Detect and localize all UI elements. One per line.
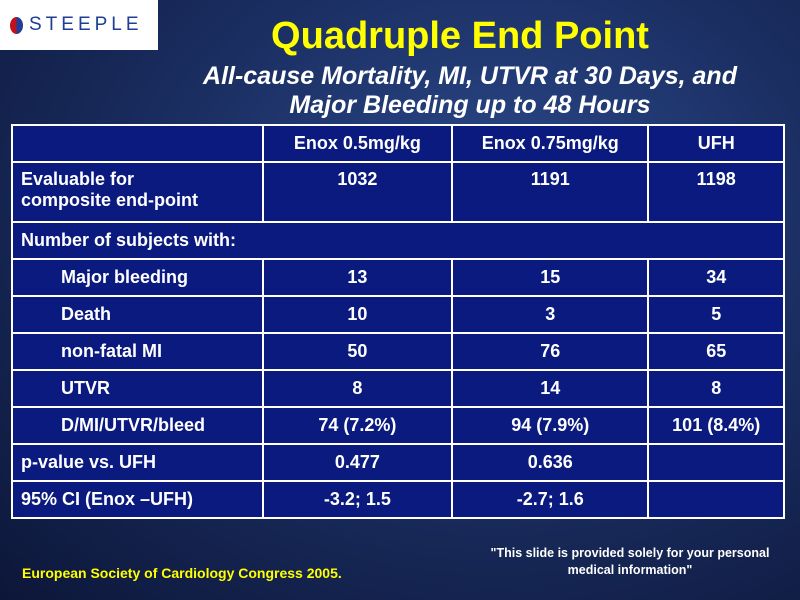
row-label — [12, 162, 263, 222]
cell-enox-05: 13 — [263, 259, 452, 296]
cell-enox-05: 8 — [263, 370, 452, 407]
cell-ufh: 1198 — [648, 162, 784, 222]
table-row-ci — [12, 481, 784, 518]
row-label: UTVR — [12, 370, 263, 407]
cell-enox-05: -3.2; 1.5 — [263, 481, 452, 518]
cell-enox-05: 1032 — [263, 162, 452, 222]
section-label: Number of subjects with: — [12, 222, 784, 259]
subtitle-line-2: Major Bleeding up to 48 Hours — [289, 91, 651, 119]
footer-source: European Society of Cardiology Congress 2005. — [22, 565, 342, 581]
subtitle-line-1: All-cause Mortality, MI, UTVR at 30 Days, and — [203, 62, 737, 90]
cell-enox-075: 15 — [452, 259, 648, 296]
row-label: Death — [12, 296, 263, 333]
cell-ufh — [648, 481, 784, 518]
header-row — [12, 125, 784, 162]
steeple-logo — [0, 0, 158, 50]
table-row — [12, 333, 784, 370]
steeple-logo-icon — [10, 17, 23, 34]
evaluable-label-line-2: composite end-point — [21, 190, 198, 210]
table-row-section — [12, 222, 784, 259]
header-enox-075: Enox 0.75mg/kg — [452, 125, 648, 162]
evaluable-label-line-1: Evaluable for — [21, 169, 135, 189]
cell-ufh: 34 — [648, 259, 784, 296]
table-row — [12, 259, 784, 296]
table-row — [12, 407, 784, 444]
header-ufh: UFH — [648, 125, 784, 162]
results-table — [11, 124, 785, 519]
row-label: non-fatal MI — [12, 333, 263, 370]
table-row-evaluable — [12, 162, 784, 222]
header-cell-empty — [12, 125, 263, 162]
table-row-pvalue — [12, 444, 784, 481]
cell-ufh: 5 — [648, 296, 784, 333]
logo-text: STEEPLE — [29, 14, 143, 35]
cell-enox-075: 94 (7.9%) — [452, 407, 648, 444]
row-label: p-value vs. UFH — [12, 444, 263, 481]
cell-enox-075: 76 — [452, 333, 648, 370]
cell-ufh: 65 — [648, 333, 784, 370]
disclaimer-line-2: medical information" — [567, 563, 693, 577]
cell-enox-075: 14 — [452, 370, 648, 407]
slide-subtitle — [140, 62, 800, 120]
disclaimer-line-1: "This slide is provided solely for your personal — [490, 546, 770, 560]
row-label: 95% CI (Enox –UFH) — [12, 481, 263, 518]
header-enox-05: Enox 0.5mg/kg — [263, 125, 452, 162]
cell-enox-05: 50 — [263, 333, 452, 370]
cell-enox-075: 3 — [452, 296, 648, 333]
row-label: D/MI/UTVR/bleed — [12, 407, 263, 444]
cell-enox-05: 74 (7.2%) — [263, 407, 452, 444]
cell-enox-075: 0.636 — [452, 444, 648, 481]
table-row — [12, 296, 784, 333]
cell-enox-05: 0.477 — [263, 444, 452, 481]
footer-disclaimer — [470, 545, 790, 579]
table-row — [12, 370, 784, 407]
cell-enox-075: -2.7; 1.6 — [452, 481, 648, 518]
cell-ufh: 101 (8.4%) — [648, 407, 784, 444]
row-label: Major bleeding — [12, 259, 263, 296]
slide-title: Quadruple End Point — [271, 15, 649, 57]
cell-enox-075: 1191 — [452, 162, 648, 222]
cell-ufh: 8 — [648, 370, 784, 407]
cell-ufh — [648, 444, 784, 481]
cell-enox-05: 10 — [263, 296, 452, 333]
